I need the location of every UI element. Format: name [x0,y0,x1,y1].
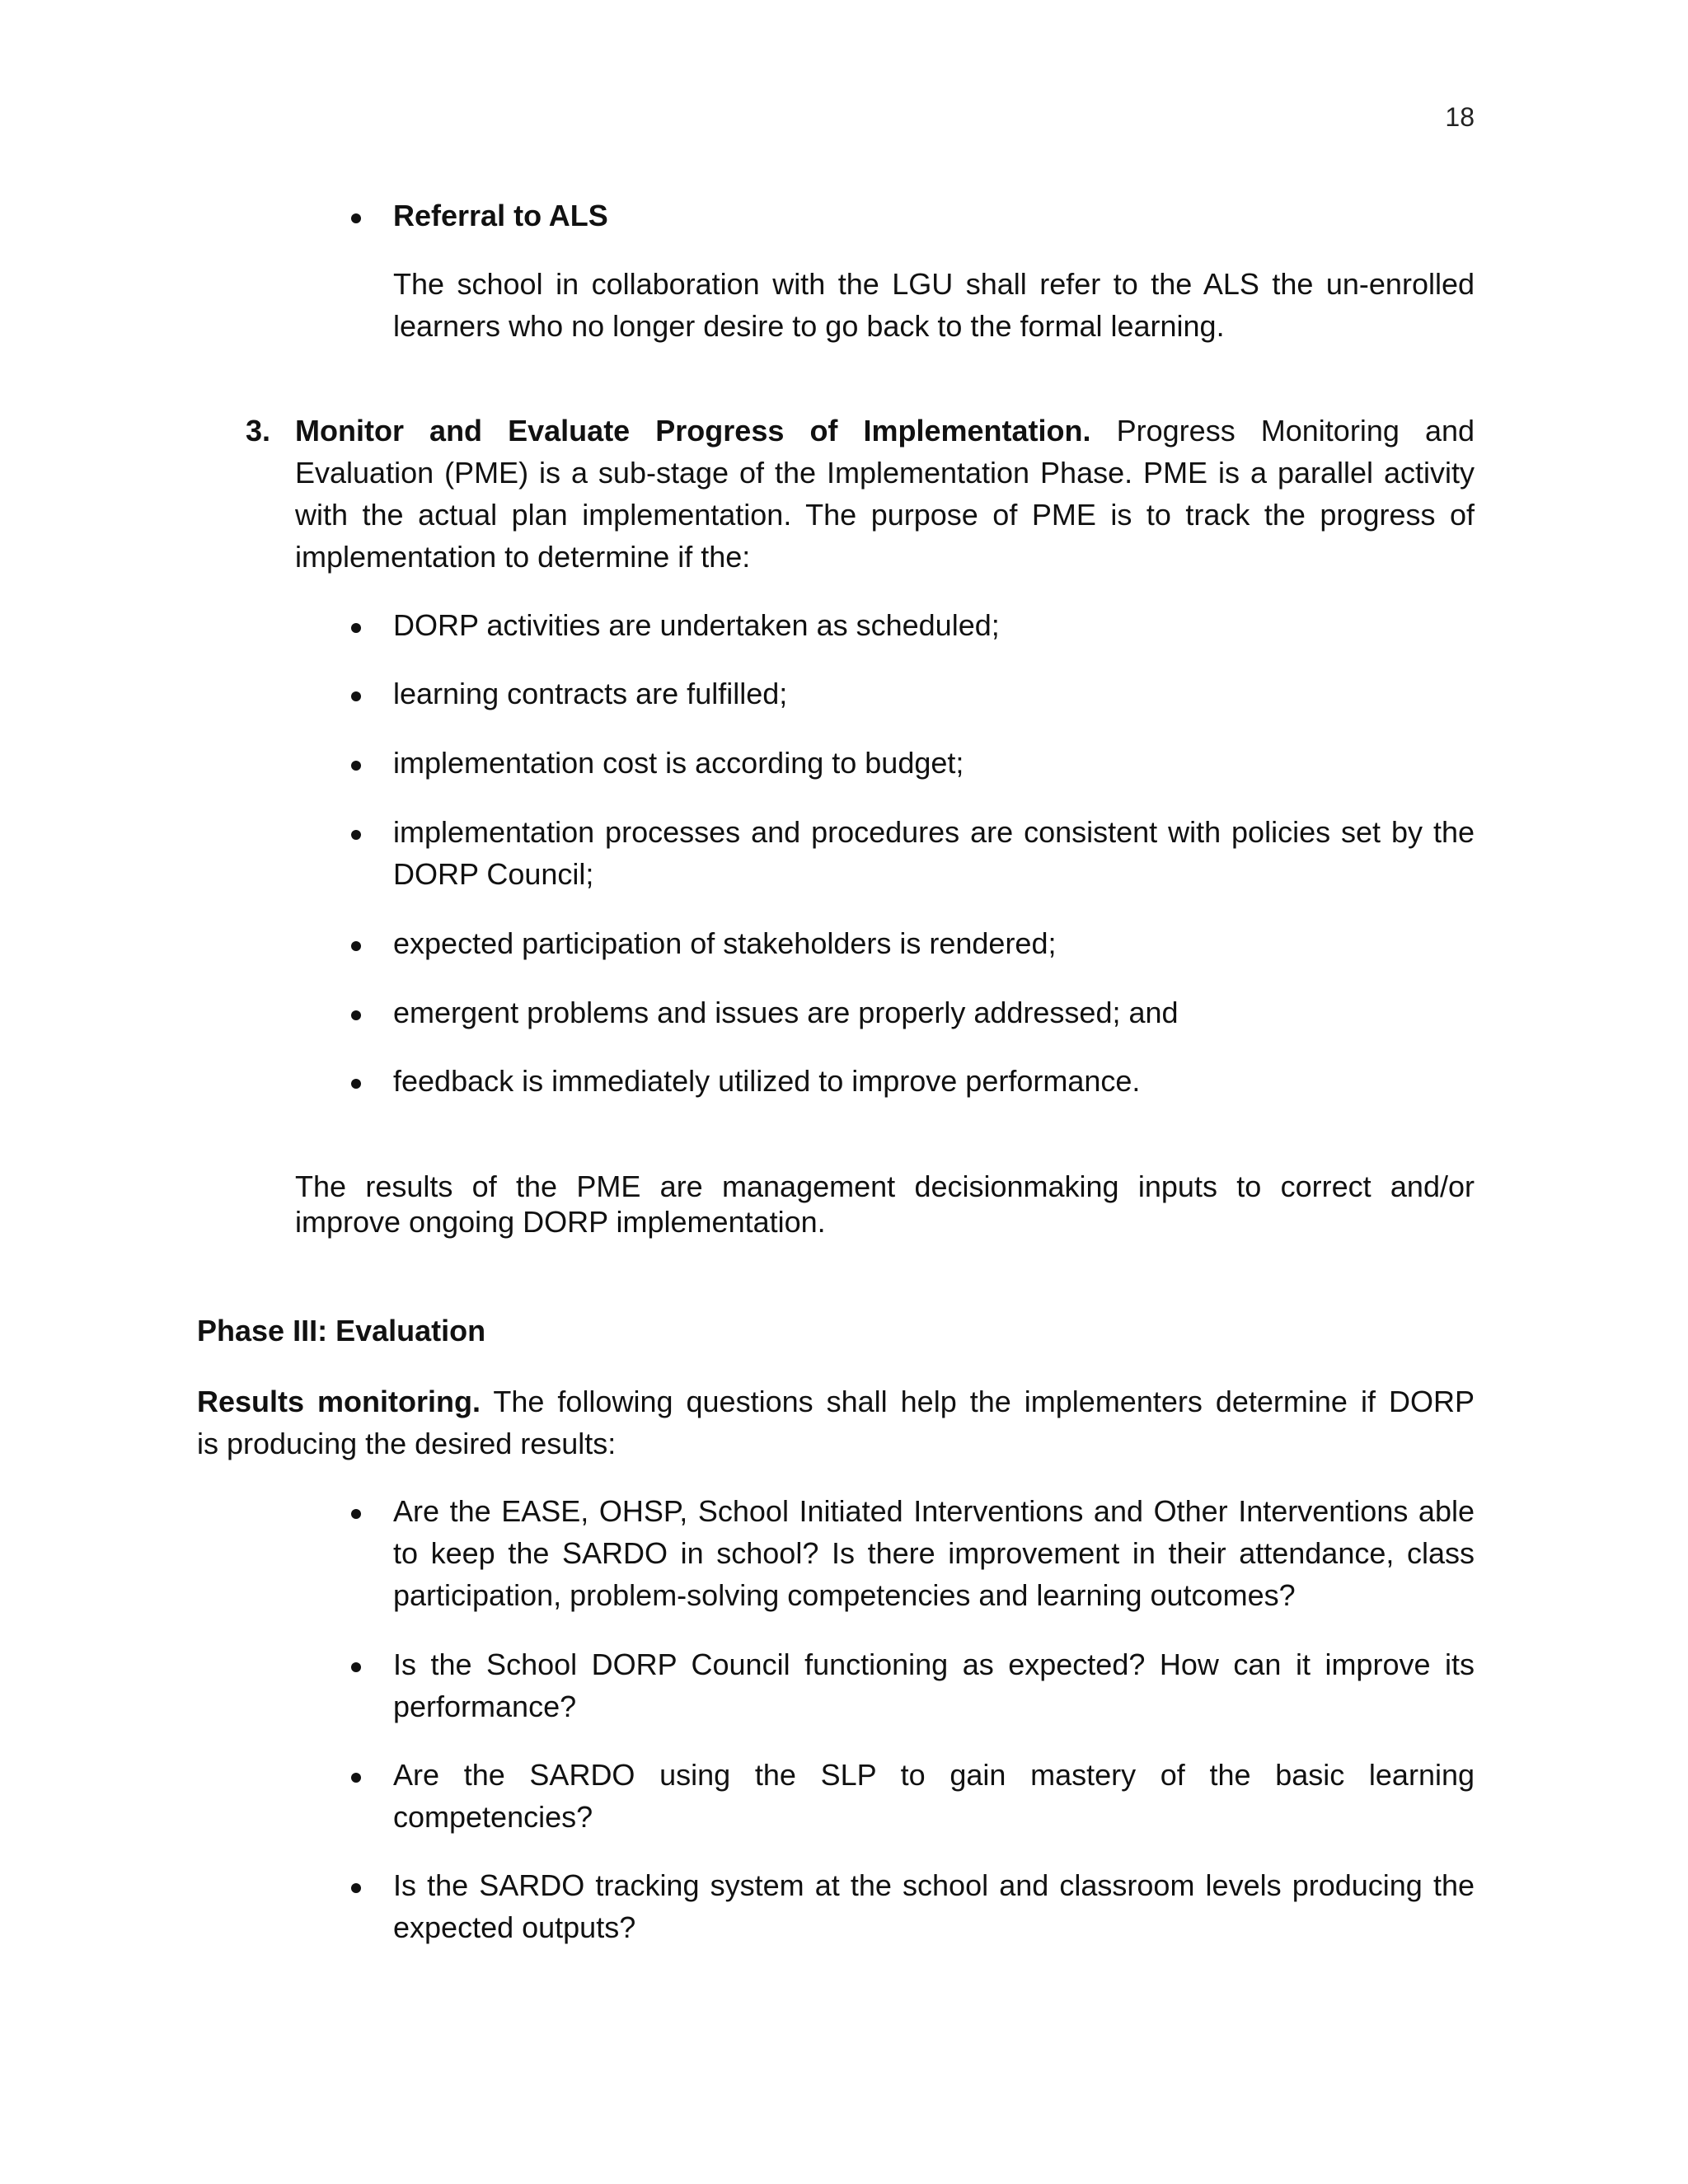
list-item-line: expected outputs? [393,1910,636,1944]
bullet-icon [351,1509,361,1519]
bullet-icon [351,1079,361,1089]
referral-paragraph [393,263,1475,347]
criteria-item [393,742,1475,784]
list-item-line: DORP activities are undertaken as scheduled; [393,608,1000,642]
criteria-item [393,673,1475,715]
paragraph-line: The results of the PME are management decisionmaking inputs to correct and/or [295,1169,1475,1203]
step-number: 3. [246,414,271,448]
bullet-icon [351,623,361,633]
bullet-icon [351,213,361,223]
criteria-item [393,991,1475,1033]
question-item [393,1643,1475,1727]
bullet-icon [351,1773,361,1783]
question-item [393,1864,1475,1948]
criteria-item [393,811,1475,895]
list-item-line: emergent problems and issues are properly addressed; and [393,996,1179,1029]
question-item [393,1754,1475,1838]
list-item-line: Are the EASE, OHSP, School Initiated Interventions and Other Interventions able [393,1494,1475,1528]
list-item-line: implementation cost is according to budget; [393,746,964,780]
paragraph-line: improve ongoing DORP implementation. [295,1205,826,1239]
bullet-icon [351,761,361,771]
criteria-item [393,922,1475,964]
list-item-line: to keep the SARDO in school? Is there improvement in their attendance, class [393,1536,1475,1570]
paragraph-line: The school in collaboration with the LGU shall refer to the ALS the un-enrolled [393,267,1475,301]
paragraph-line: is producing the desired results: [197,1427,617,1460]
paragraph-line: with the actual plan implementation. The purpose of PME is to track the progress of [295,498,1475,532]
list-item-line: expected participation of stakeholders is rendered; [393,926,1057,960]
phase-heading: Phase III: Evaluation [197,1314,486,1347]
step-lead: Monitor and Evaluate Progress of Implementation. [295,414,1091,448]
paragraph-line [197,1380,1475,1422]
paragraph-line: implementation to determine if the: [295,540,751,574]
referral-title: Referral to ALS [393,199,608,232]
list-item-line: participation, problem-solving competencies and learning outcomes? [393,1578,1296,1612]
list-item-line: performance? [393,1690,577,1723]
list-item-line: Is the SARDO tracking system at the school and classroom levels producing the [393,1868,1475,1902]
list-item-line: Is the School DORP Council functioning as expected? How can it improve its [393,1647,1475,1681]
results-monitoring-lead: Results monitoring. [197,1385,481,1418]
bullet-icon [351,830,361,840]
list-item-line: implementation processes and procedures are consistent with policies set by the [393,815,1475,849]
referral-item [393,194,1475,237]
list-item-line: Are the SARDO using the SLP to gain mastery of the basic learning [393,1758,1475,1792]
bullet-icon [351,1662,361,1672]
phase-heading-block [197,1310,1475,1352]
page-number: 18 [1445,102,1475,132]
results-monitoring-text: The following questions shall help the implementers determine if DORP [493,1385,1475,1418]
paragraph-line: Evaluation (PME) is a sub-stage of the Implementation Phase. PME is a parallel activity [295,456,1475,490]
bullet-icon [351,941,361,951]
paragraph-line [295,410,1475,452]
list-item-line: learning contracts are fulfilled; [393,677,788,710]
bullet-icon [351,1010,361,1020]
step-text: Progress Monitoring and [1116,414,1475,448]
paragraph-line: learners who no longer desire to go back to the formal learning. [393,309,1225,343]
criteria-item [393,1060,1475,1102]
criteria-item [393,604,1475,646]
bullet-icon [351,1883,361,1893]
step-closing-paragraph [295,1169,1475,1240]
list-item-line: DORP Council; [393,857,594,891]
results-monitoring-paragraph [197,1380,1475,1465]
step-paragraph [295,410,1475,578]
list-item-line: feedback is immediately utilized to improve performance. [393,1064,1141,1098]
list-item-line: competencies? [393,1800,593,1834]
question-item [393,1490,1475,1616]
bullet-icon [351,691,361,701]
